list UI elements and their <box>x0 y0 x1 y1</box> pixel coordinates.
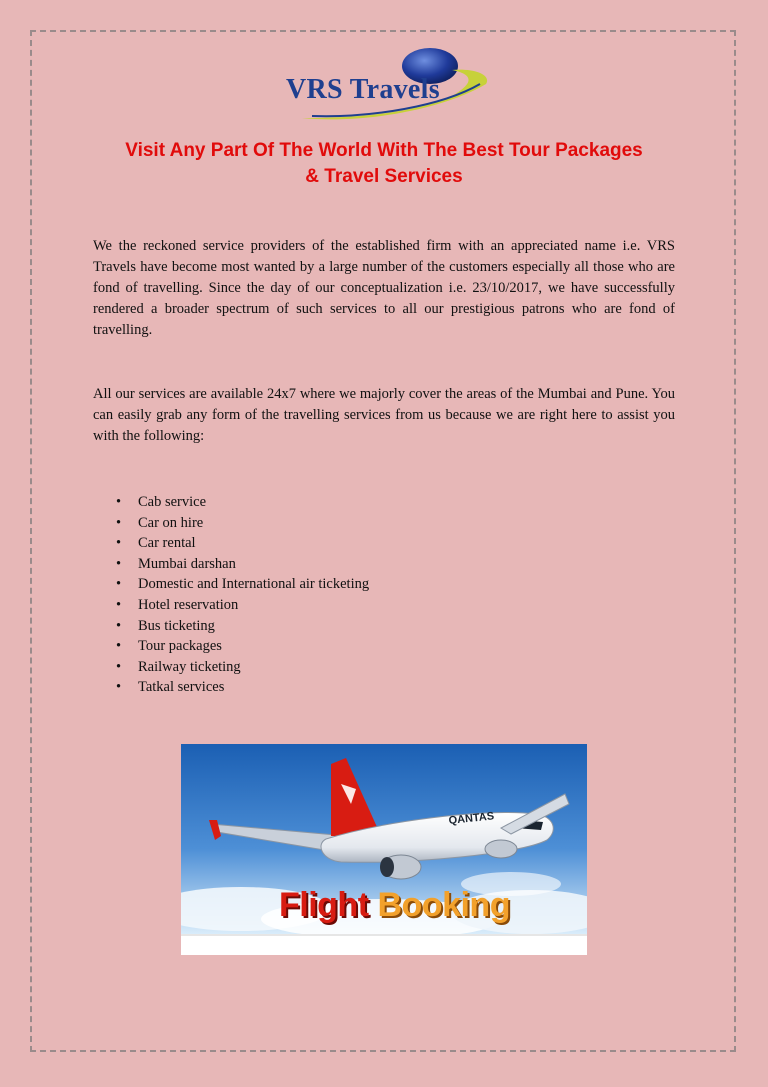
list-item-label: Car rental <box>138 535 196 552</box>
list-item-label: Domestic and International air ticketing <box>138 576 370 593</box>
list-item-label: Mumbai darshan <box>138 555 236 572</box>
bullet-icon: • <box>116 576 122 593</box>
page-title <box>80 138 688 190</box>
list-item-label: Bus ticketing <box>138 617 215 634</box>
airline-name: QANTAS <box>448 810 495 827</box>
services-list <box>110 492 369 698</box>
page-title-line-2: & Travel Services <box>305 166 463 187</box>
list-item <box>110 677 369 698</box>
list-item <box>110 657 369 678</box>
vrs-travels-logo <box>272 44 496 126</box>
list-item-label: Tour packages <box>138 638 222 655</box>
bullet-icon: • <box>116 679 122 696</box>
list-item <box>110 574 369 595</box>
list-item <box>110 636 369 657</box>
bullet-icon: • <box>116 535 122 552</box>
bullet-icon: • <box>116 638 122 655</box>
list-item-label: Car on hire <box>138 514 204 531</box>
list-item <box>110 616 369 637</box>
list-item-label: Railway ticketing <box>138 658 241 675</box>
list-item-label: Hotel reservation <box>138 596 239 613</box>
page-title-line-1: Visit Any Part Of The World With The Best Tour Packages <box>125 140 643 161</box>
flight-booking-image <box>181 744 587 955</box>
flight-booking-caption <box>279 886 510 925</box>
bullet-icon: • <box>116 555 122 572</box>
caption-booking: Booking <box>377 886 510 924</box>
bullet-icon: • <box>116 494 122 510</box>
services-paragraph: All our services are available 24x7 where we majorly cover the areas of the Mumbai and Pune. You can easily grab any form of the travelling services from us because we are right here to assist you with the following: <box>93 386 675 444</box>
list-item-label: Tatkal services <box>138 679 225 696</box>
list-item <box>110 513 369 534</box>
bullet-icon: • <box>116 658 122 675</box>
intro-paragraph: We the reckoned service providers of the established firm with an appreciated name i.e. VRS Travels have become most wanted by a large number of the customers especially all those who are fond of travelling. Since the day of our conceptualization i.e. 23/10/2017, we have successfully rendered a broader spectrum of such services to all our prestigious patrons who are fond of travelling. <box>93 238 675 338</box>
bullet-icon: • <box>116 514 122 531</box>
list-item-label: Cab service <box>138 494 207 510</box>
caption-flight: Flight <box>279 886 369 924</box>
list-item <box>110 492 369 513</box>
logo-text: VRS Travels <box>286 74 440 105</box>
bullet-icon: • <box>116 617 122 634</box>
list-item <box>110 533 369 554</box>
list-item <box>110 554 369 575</box>
bullet-icon: • <box>116 596 122 613</box>
list-item <box>110 595 369 616</box>
